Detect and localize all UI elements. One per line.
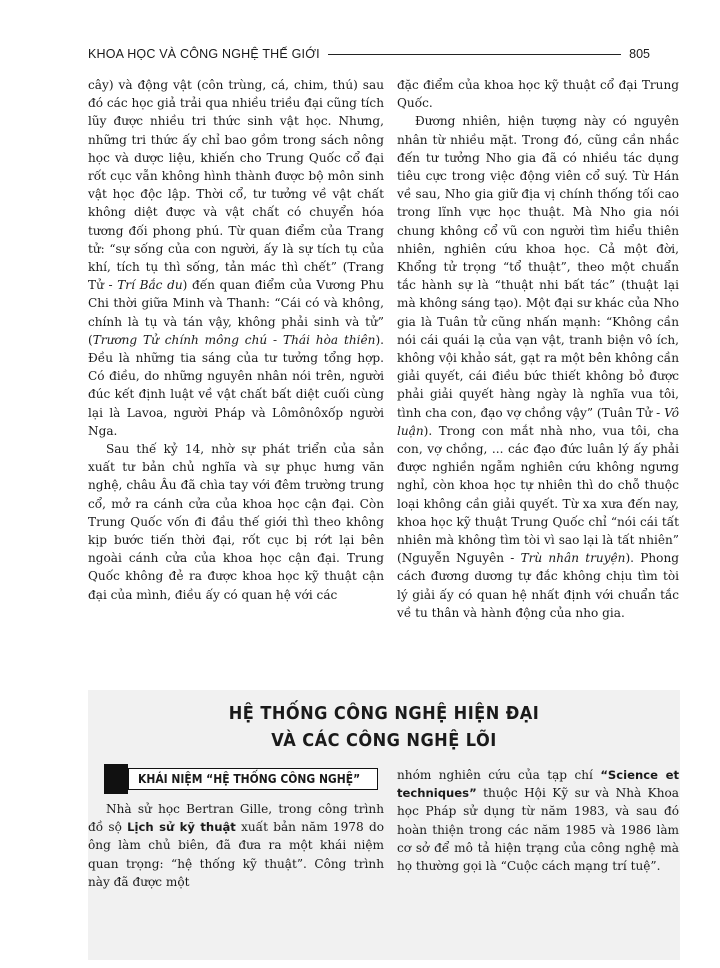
text-run: ). Đều là những tia sáng của tư tưởng tổng hợp. Có điều, do những nguyên nhân nói trên, người đúc kết định luật về vật chất bất diệt cuối cùng lại là Lavoa, người Pháp và Lômônôxốp người Nga. [88, 332, 384, 438]
paragraph: Sau thế kỷ 14, nhờ sự phát triển của sản xuất tư bản chủ nghĩa và sự phục hưng văn nghệ, châu Âu đã chìa tay với đêm trường trung cổ, mở ra cánh cửa của khoa học cận đại. Còn Trung Quốc vốn đi đầu thế giới thì theo không kịp bước tiến thời đại, rốt cục bị rớt lại bên ngoài cánh cửa của khoa học cận đại. Trung Quốc không đẻ ra được khoa học kỹ thuật cận đại của mình, điều ấy có quan hệ với các [88, 442, 384, 602]
subsection-heading [104, 764, 382, 794]
text-run: Đương nhiên, hiện tượng này có nguyên nhân từ nhiều mặt. Trong đó, cũng cần nhắc đến tư tưởng Nho gia đã có nhiều tác dụng tiêu cực trong việc động viên cổ suý. Từ Hán về sau, Nho gia giữ địa vị chính thống tối cao trong lĩnh vực học thuật. Mà Nho gia nói chung không cổ vũ con người tìm hiểu thiên nhiên, nghiên cứu khoa học. Cả một đời, Khổng tử trọng “tổ thuật”, theo một chuẩn tắc hành sự là “thuật nhi bất tác” (thuật lại mà không sáng tạo). Một đại sư khác của Nho gia là Tuân tử cũng nhấn mạnh: “Không cần nói cái quái lạ của vạn vật, tranh biện vô ích, không vội khảo sát, gạt ra một bên không cần giải quyết, cái điều bức thiết không bỏ được phải giải quyết hàng ngày là nghĩa vua tôi, tình cha con, đạo vợ chồng vậy” (Tuân Tử - [397, 114, 679, 420]
italic-citation: Trí Bắc du [117, 278, 183, 293]
text-run: nhóm nghiên cứu của tạp chí [397, 768, 601, 782]
text-run: ). Phong cách đương dương tự đắc không chịu tìm tòi lý giải ấy có quan hệ nhất định với chuẩn tắc về tu thân và hành động của nho gia. [397, 551, 679, 620]
column-left-bottom [88, 800, 384, 891]
paragraph: đặc điểm của khoa học kỹ thuật cổ đại Trung Quốc. [397, 78, 679, 111]
paragraph [397, 766, 679, 875]
subsection-title: KHÁI NIỆM “HỆ THỐNG CÔNG NGHỆ” [138, 771, 361, 786]
paragraph [88, 800, 384, 891]
running-header [88, 44, 650, 64]
section-title-line-2: VÀ CÁC CÔNG NGHỆ LÕI [271, 730, 497, 751]
text-run: ) đến quan điểm của Vương Phu Chi thời giữa Minh và Thanh: “Cái có và không, chính là tụ và tán vậy, không phải sinh và tử” ( [88, 278, 384, 347]
bold-book-title: Lịch sử kỹ thuật [127, 820, 236, 835]
column-right-top [397, 76, 679, 622]
italic-citation: Trù nhân truyện [520, 551, 626, 566]
text-run: cây) và động vật (côn trùng, cá, chim, thú) sau đó các học giả trải qua nhiều triều đại cũng tích lũy được nhiều tri thức sinh vật học. Nhưng, những tri thức ấy chỉ bao gồm trong sách nông học và dược liệu, khiến cho Trung Quốc cổ đại rốt cục vẫn không hình thành được bộ môn sinh vật học độc lập. Thời cổ, tư tưởng về vật chất không diệt được và vật chất có chuyển hóa tương đối phong phú. Từ quan điểm của Trang tử: “sự sống của con người, ấy là sự tích tụ của khí, tích tụ thì sống, tản mác thì chết” (Trang Tử - [88, 78, 384, 293]
paragraph [88, 76, 384, 440]
text-run: xuất bản năm 1978 do ông làm chủ biên, đã đưa ra một khái niệm quan trọng: “hệ thống kỹ thuật”. Công trình này đã được một [88, 820, 384, 889]
page-number: 805 [629, 47, 650, 61]
header-rule [328, 54, 621, 55]
text-run: ). Trong con mắt nhà nho, vua tôi, cha con, vợ chồng, ... các đạo đức luân lý ấy phải được nghiền ngẫm nghiên cứu không ngưng nghỉ, còn khoa học tự nhiên thì do chỗ thuộc loại không cần giải quyết. Từ xa xưa đến nay, khoa học kỹ thuật Trung Quốc chỉ “nói cái tất nhiên mà không tìm tòi vì sao lại là tất nhiên” (Nguyễn Nguyên - [397, 423, 679, 566]
running-title: KHOA HỌC VÀ CÔNG NGHỆ THẾ GIỚI [88, 47, 320, 61]
text-run: Nhà sử học Bertran Gille, trong công trình đồ sộ [88, 802, 384, 835]
text-run: thuộc Hội Kỹ sư và Nhà Khoa học Pháp sử dụng từ năm 1983, và sau đó hoàn thiện trong các năm 1985 và 1986 làm cơ sở để mô tả hiện trạng của công nghệ mà họ thường gọi là “Cuộc cách mạng trí tuệ”. [397, 786, 679, 874]
column-left-top [88, 76, 384, 604]
italic-citation: Vô luận [397, 405, 679, 438]
subsection-marker-block [104, 764, 128, 794]
column-right-bottom [397, 766, 679, 875]
paragraph [397, 112, 679, 622]
italic-citation: Trương Tử chính mông chú - Thái hòa thiên [92, 332, 376, 347]
section-title [118, 700, 651, 754]
bold-journal-title: “Science et techniques” [397, 768, 679, 801]
section-title-line-1: HỆ THỐNG CÔNG NGHỆ HIỆN ĐẠI [228, 703, 540, 724]
